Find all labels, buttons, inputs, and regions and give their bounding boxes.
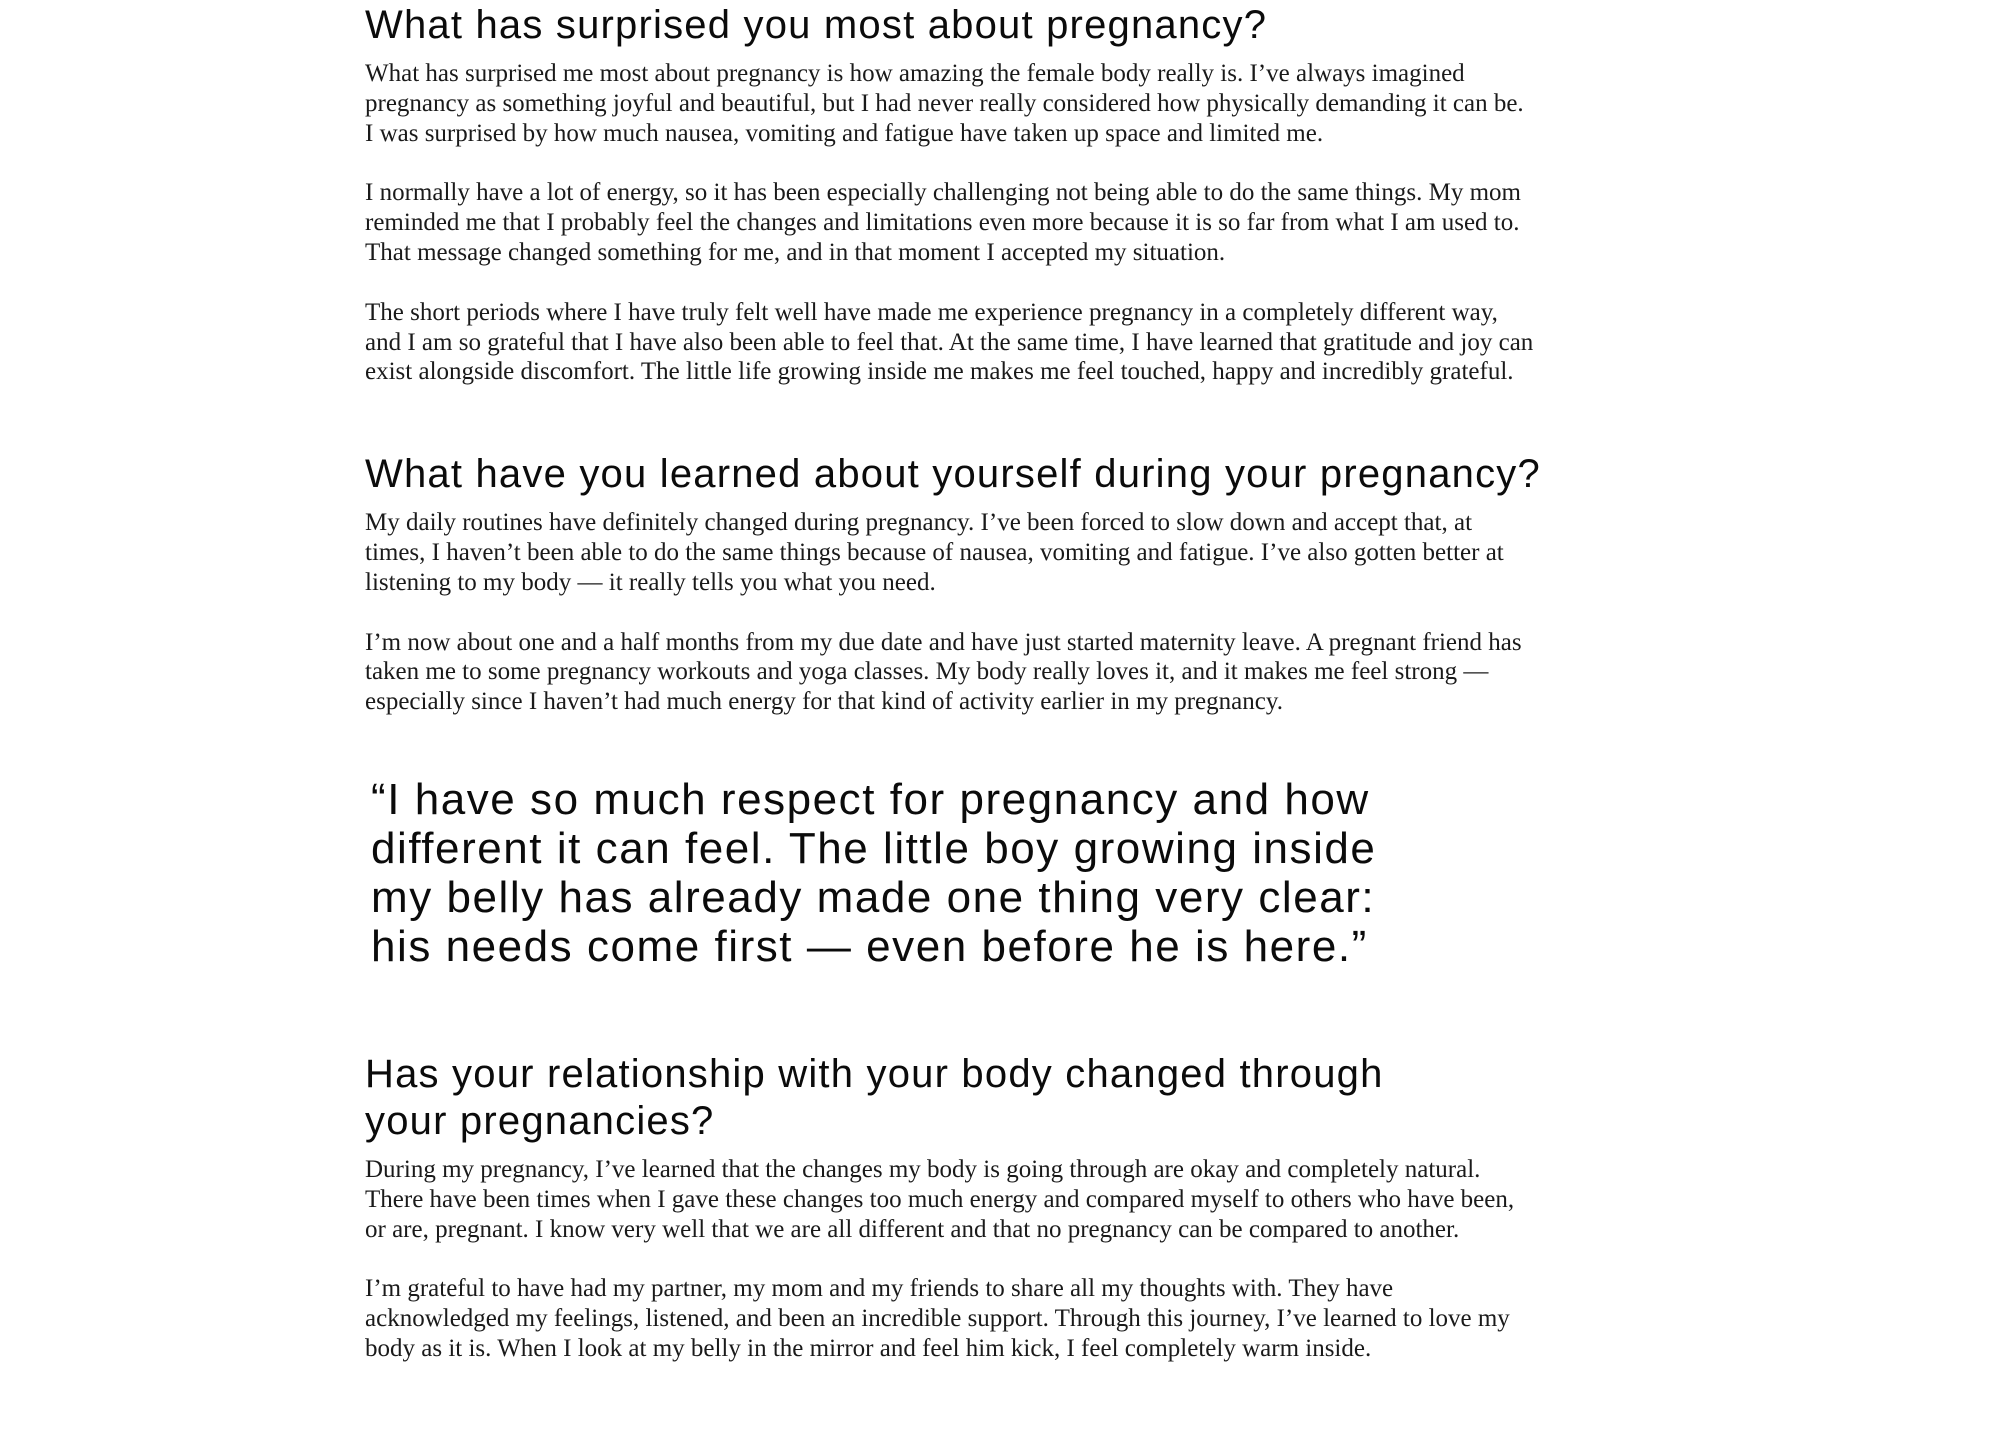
question-heading (365, 451, 2000, 498)
question-heading-line: Has your relationship with your body changed through (365, 1051, 1384, 1096)
qa-section-surprised (365, 2, 2000, 387)
question-heading (365, 2, 2000, 49)
question-heading (365, 1051, 2000, 1145)
answer-paragraph: During my pregnancy, I’ve learned that the changes my body is going through are okay and completely natural. There have been times when I gave these changes too much energy and compared myself to others who have been, or are, pregnant. I know very well that we are all different and that no pregnancy can be compared to another. (365, 1155, 1515, 1243)
pull-quote-line: “I have so much respect for pregnancy and how (371, 774, 1370, 824)
pull-quote-line: different it can feel. The little boy growing inside (371, 823, 1377, 873)
pull-quote-line: his needs come first — even before he is here.” (371, 921, 1368, 971)
question-heading-line: your pregnancies? (365, 1098, 715, 1143)
pull-quote (365, 775, 2000, 971)
qa-section-body-relationship (365, 1051, 2000, 1364)
answer-paragraph: I’m grateful to have had my partner, my mom and my friends to share all my thoughts with. They have acknowledged my feelings, listened, and been an incredible support. Through this journey, I’ve learned to love my body as it is. When I look at my belly in the mirror and feel him kick, I feel completely warm inside. (365, 1275, 1510, 1362)
qa-section-learned-about-yourself (365, 451, 2000, 717)
answer-paragraph: What has surprised me most about pregnancy is how amazing the female body really is. I’ve always imagined pregnancy as something joyful and beautiful, but I had never really considered how physically demanding it can be. I was surprised by how much nausea, vomiting and fatigue have taken up space and limited me. (365, 60, 1524, 147)
answer-paragraph: I’m now about one and a half months from my due date and have just started maternity leave. A pregnant friend has taken me to some pregnancy workouts and yoga classes. My body really loves it, and it makes me feel strong — especially since I haven’t had much energy for that kind of activity earlier in my pregnancy. (365, 628, 1522, 716)
question-heading-line: What have you learned about yourself during your pregnancy? (365, 452, 1541, 497)
pull-quote-line: my belly has already made one thing very clear: (371, 872, 1376, 922)
answer-paragraph: I normally have a lot of energy, so it has been especially challenging not being able to do the same things. My mom reminded me that I probably feel the changes and limitations even more because it is so far from what I am used to. That message changed something for me, and in that moment I accepted my situation. (365, 179, 1521, 266)
answer-paragraph: The short periods where I have truly felt well have made me experience pregnancy in a completely different way, and I am so grateful that I have also been able to feel that. At the same time, I have learned that gratitude and joy can exist alongside discomfort. The little life growing inside me makes me feel touched, happy and incredibly grateful. (365, 298, 1534, 386)
answer-paragraph: My daily routines have definitely changed during pregnancy. I’ve been forced to slow down and accept that, at times, I haven’t been able to do the same things because of nausea, vomiting and fatigue. I’ve also gotten better at listening to my body — it really tells you what you need. (365, 509, 1504, 596)
question-heading-line: What has surprised you most about pregnancy? (365, 3, 1268, 47)
